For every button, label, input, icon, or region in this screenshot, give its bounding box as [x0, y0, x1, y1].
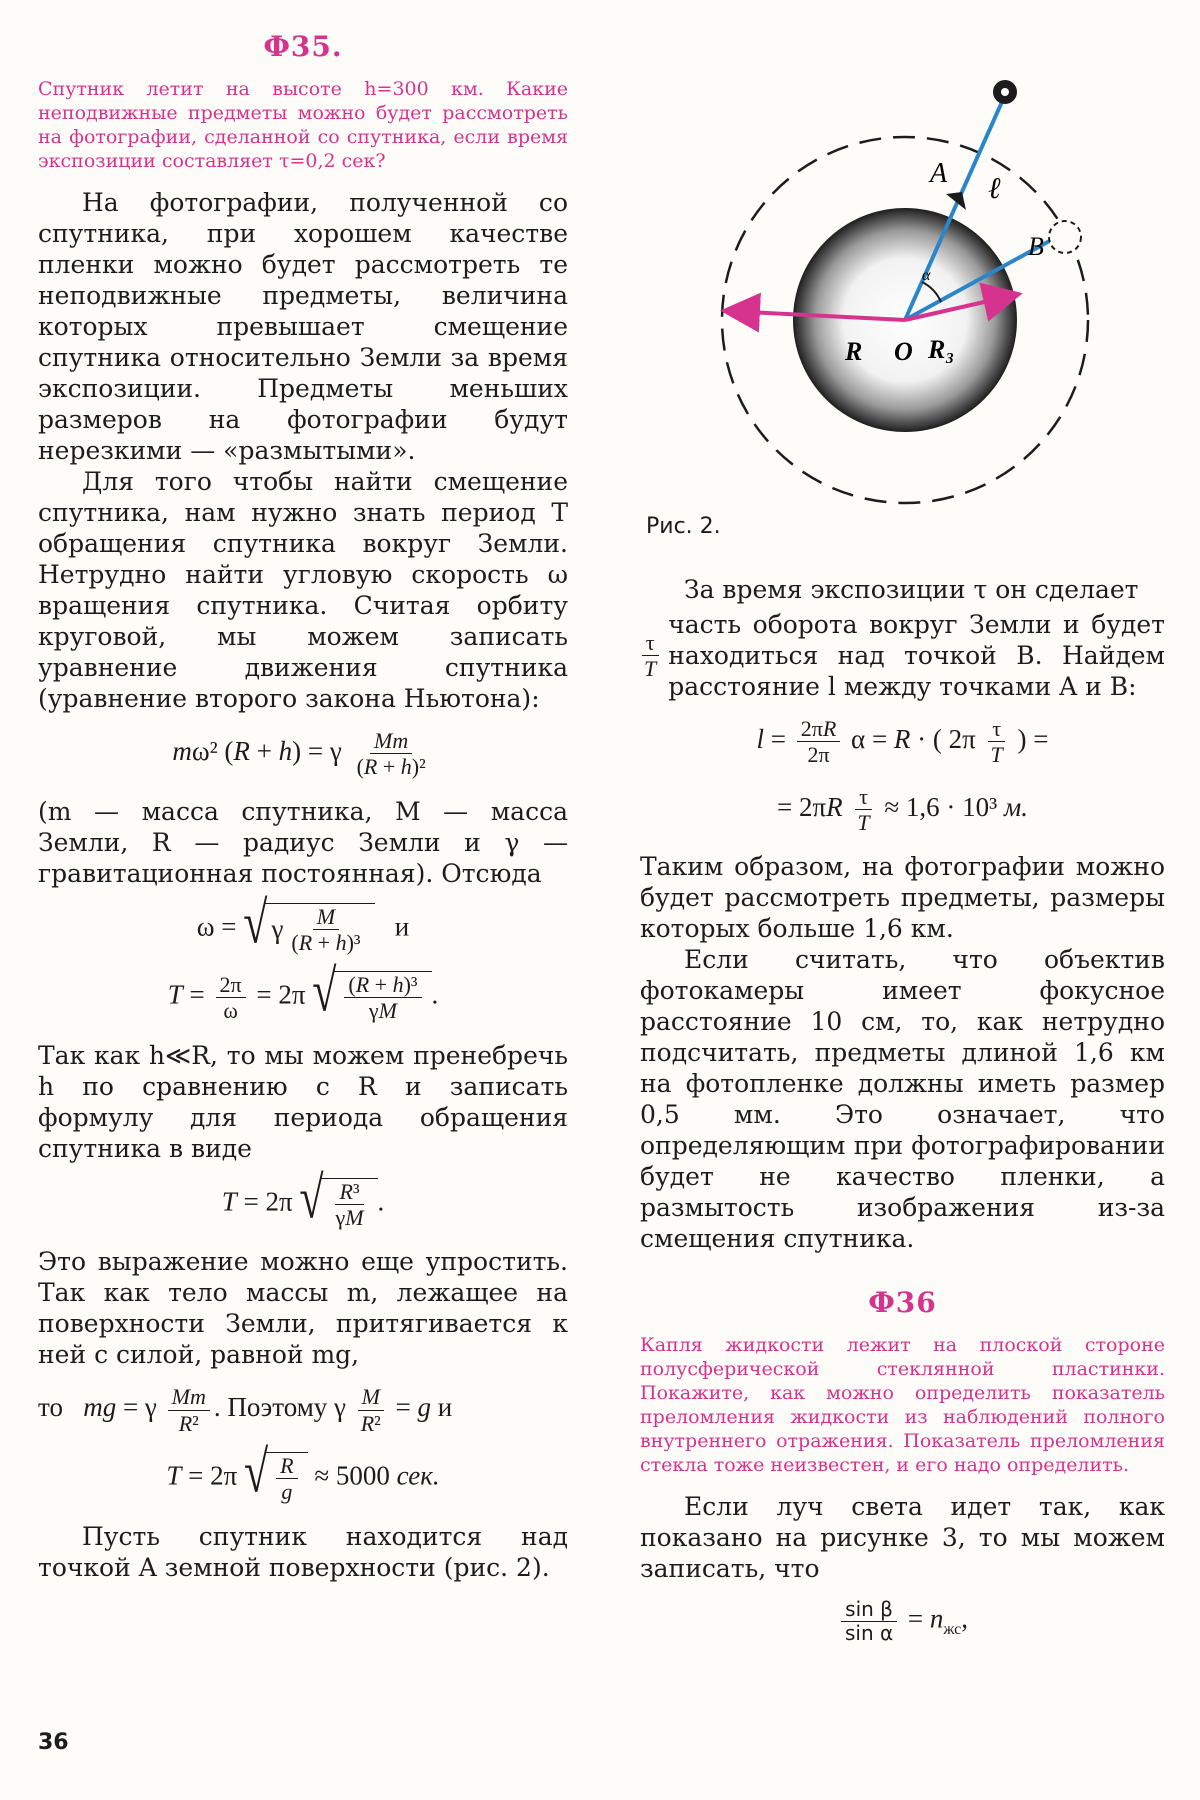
paragraph: Если луч света идет так, как показано на рисунке 3, то мы можем записать, что: [640, 1492, 1165, 1584]
fraction-tau-t-line: $\frac{\tau}{T}$ часть оборота вокруг Земли и будет находиться над точкой B. Найдем расстояние l между точками A и B:: [640, 609, 1165, 702]
label-r: R: [845, 337, 863, 366]
paragraph: Таким образом, на фотографии можно будет рассмотреть предметы, размеры которых больше 1,6 км.: [640, 852, 1165, 944]
problem-f35-title: Ф35.: [263, 30, 343, 63]
equation-period-simplified: T = 2π √ $\frac{\text{R³}}{\gamma M}$ .: [221, 1164, 385, 1231]
satellite-highlight: [1001, 88, 1009, 96]
label-b: B: [1028, 232, 1044, 261]
paragraph: часть оборота вокруг Земли и будет находиться над точкой B. Найдем расстояние l между точками A и B:: [668, 610, 1165, 701]
to-word: то: [38, 1392, 63, 1423]
paragraph: Если считать, что объектив фотокамеры имеет фокусное расстояние 10 см, то, как нетрудно подсчитать, предметы длиной 1,6 км на фотопленке должны иметь размер 0,5 мм. Это означает, что определяющим при фотографировании будет не качество пленки, а размытость изображения из-за смещения спутника.: [640, 945, 1165, 1254]
paragraph: Это выражение можно еще упростить. Так как тело массы m, лежащее на поверхности Земли, притягивается к ней с силой, равной mg,: [38, 1247, 568, 1370]
page-number: 36: [38, 1730, 69, 1755]
equation-final-period: T = 2π √ $\frac{R}{g}$ ≈ 5000 сек.: [166, 1438, 440, 1505]
equation-omega: ω = √ γ $\frac{M}{\text{(R + h)³}}$ и: [196, 889, 410, 956]
satellite-later: [1049, 221, 1081, 253]
right-column: [640, 574, 1165, 1661]
therefore-word: Поэтому: [227, 1392, 328, 1423]
paragraph: На фотографии, полученной со спутника, при хорошем качестве пленки можно будет рассмотреть те неподвижные предметы, величина которых превышает смещение спутника относительно Земли за время экспозиции. Предметы меньших размеров на фотографии будут нерезкими — «размытыми».: [38, 188, 568, 465]
left-column: [38, 30, 568, 1583]
equation-period: T = $\frac{2\pi}{\omega}$ = 2π √ $\frac{\text{(R + h)³}}{\gamma M}$ .: [167, 957, 439, 1025]
figure-caption: Рис. 2.: [646, 514, 721, 539]
label-alpha: α: [922, 267, 931, 284]
paragraph: Для того чтобы найти смещение спутника, нам нужно знать период T обращения спутника вокруг Земли. Нетрудно найти угловую скорость ω вращения спутника. Считая орбиту круговой, мы можем записать уравнение движения спутника (уравнение второго закона Ньютона):: [38, 467, 568, 713]
paragraph: Так как h≪R, то мы можем пренебречь h по сравнению с R и записать формулу для периода обращения спутника в виде: [38, 1040, 568, 1163]
problem-f36-title: Ф36: [868, 1286, 937, 1320]
equation-distance-result: = 2πR $\frac{\tau}{T}$ ≈ 1,6 · 10³ м.: [777, 783, 1028, 835]
label-o: O: [894, 337, 913, 366]
label-l: ℓ: [988, 172, 1001, 205]
label-a: A: [930, 158, 948, 189]
equation-distance: l = $\frac{2\pi R}{2\pi}$ α = R · ( 2π $\frac{\tau}{T}$ ) =: [756, 716, 1049, 768]
figure-2-orbit-diagram: [660, 70, 1140, 540]
problem-f35-statement: Спутник летит на высоте h=300 км. Какие неподвижные предметы можно будет рассмотреть на фотографии, сделанной со спутника, если время экспозиции составляет τ=0,2 сек?: [38, 78, 568, 172]
paragraph: Пусть спутник находится над точкой A земной поверхности (рис. 2).: [38, 1521, 568, 1582]
equation-newton: mω² (R + h) = γ $\frac{Mm}{\text{(R + h)²}}$: [172, 728, 426, 780]
paragraph: (m — масса спутника, M — масса Земли, R — радиус Земли и γ — гравитационная постоянная). Отсюда: [38, 796, 568, 888]
problem-f36-statement: Капля жидкости лежит на плоской стороне полусферической стеклянной пластинки. Покажите, как можно определить показатель преломления жидкости из наблюдений полного внутреннего отражения. Показатель преломления стекла тоже неизвестен, и его надо определить.: [640, 1334, 1165, 1477]
paragraph: За время экспозиции τ он сделает: [684, 575, 1139, 604]
label-rz: R₃: [928, 335, 955, 364]
equation-snell: $\frac{\text{sin β}}{\text{sin α}}$ = $n_{жс}$,: [640, 1598, 1165, 1645]
and-word: и: [394, 911, 410, 942]
equation-mg: то mg = γ $\frac{Mm}{\text{R²}}$ . Поэтому γ $\frac{M}{\text{R²}}$ = g и: [38, 1384, 453, 1436]
and-word-2: и: [437, 1392, 453, 1423]
